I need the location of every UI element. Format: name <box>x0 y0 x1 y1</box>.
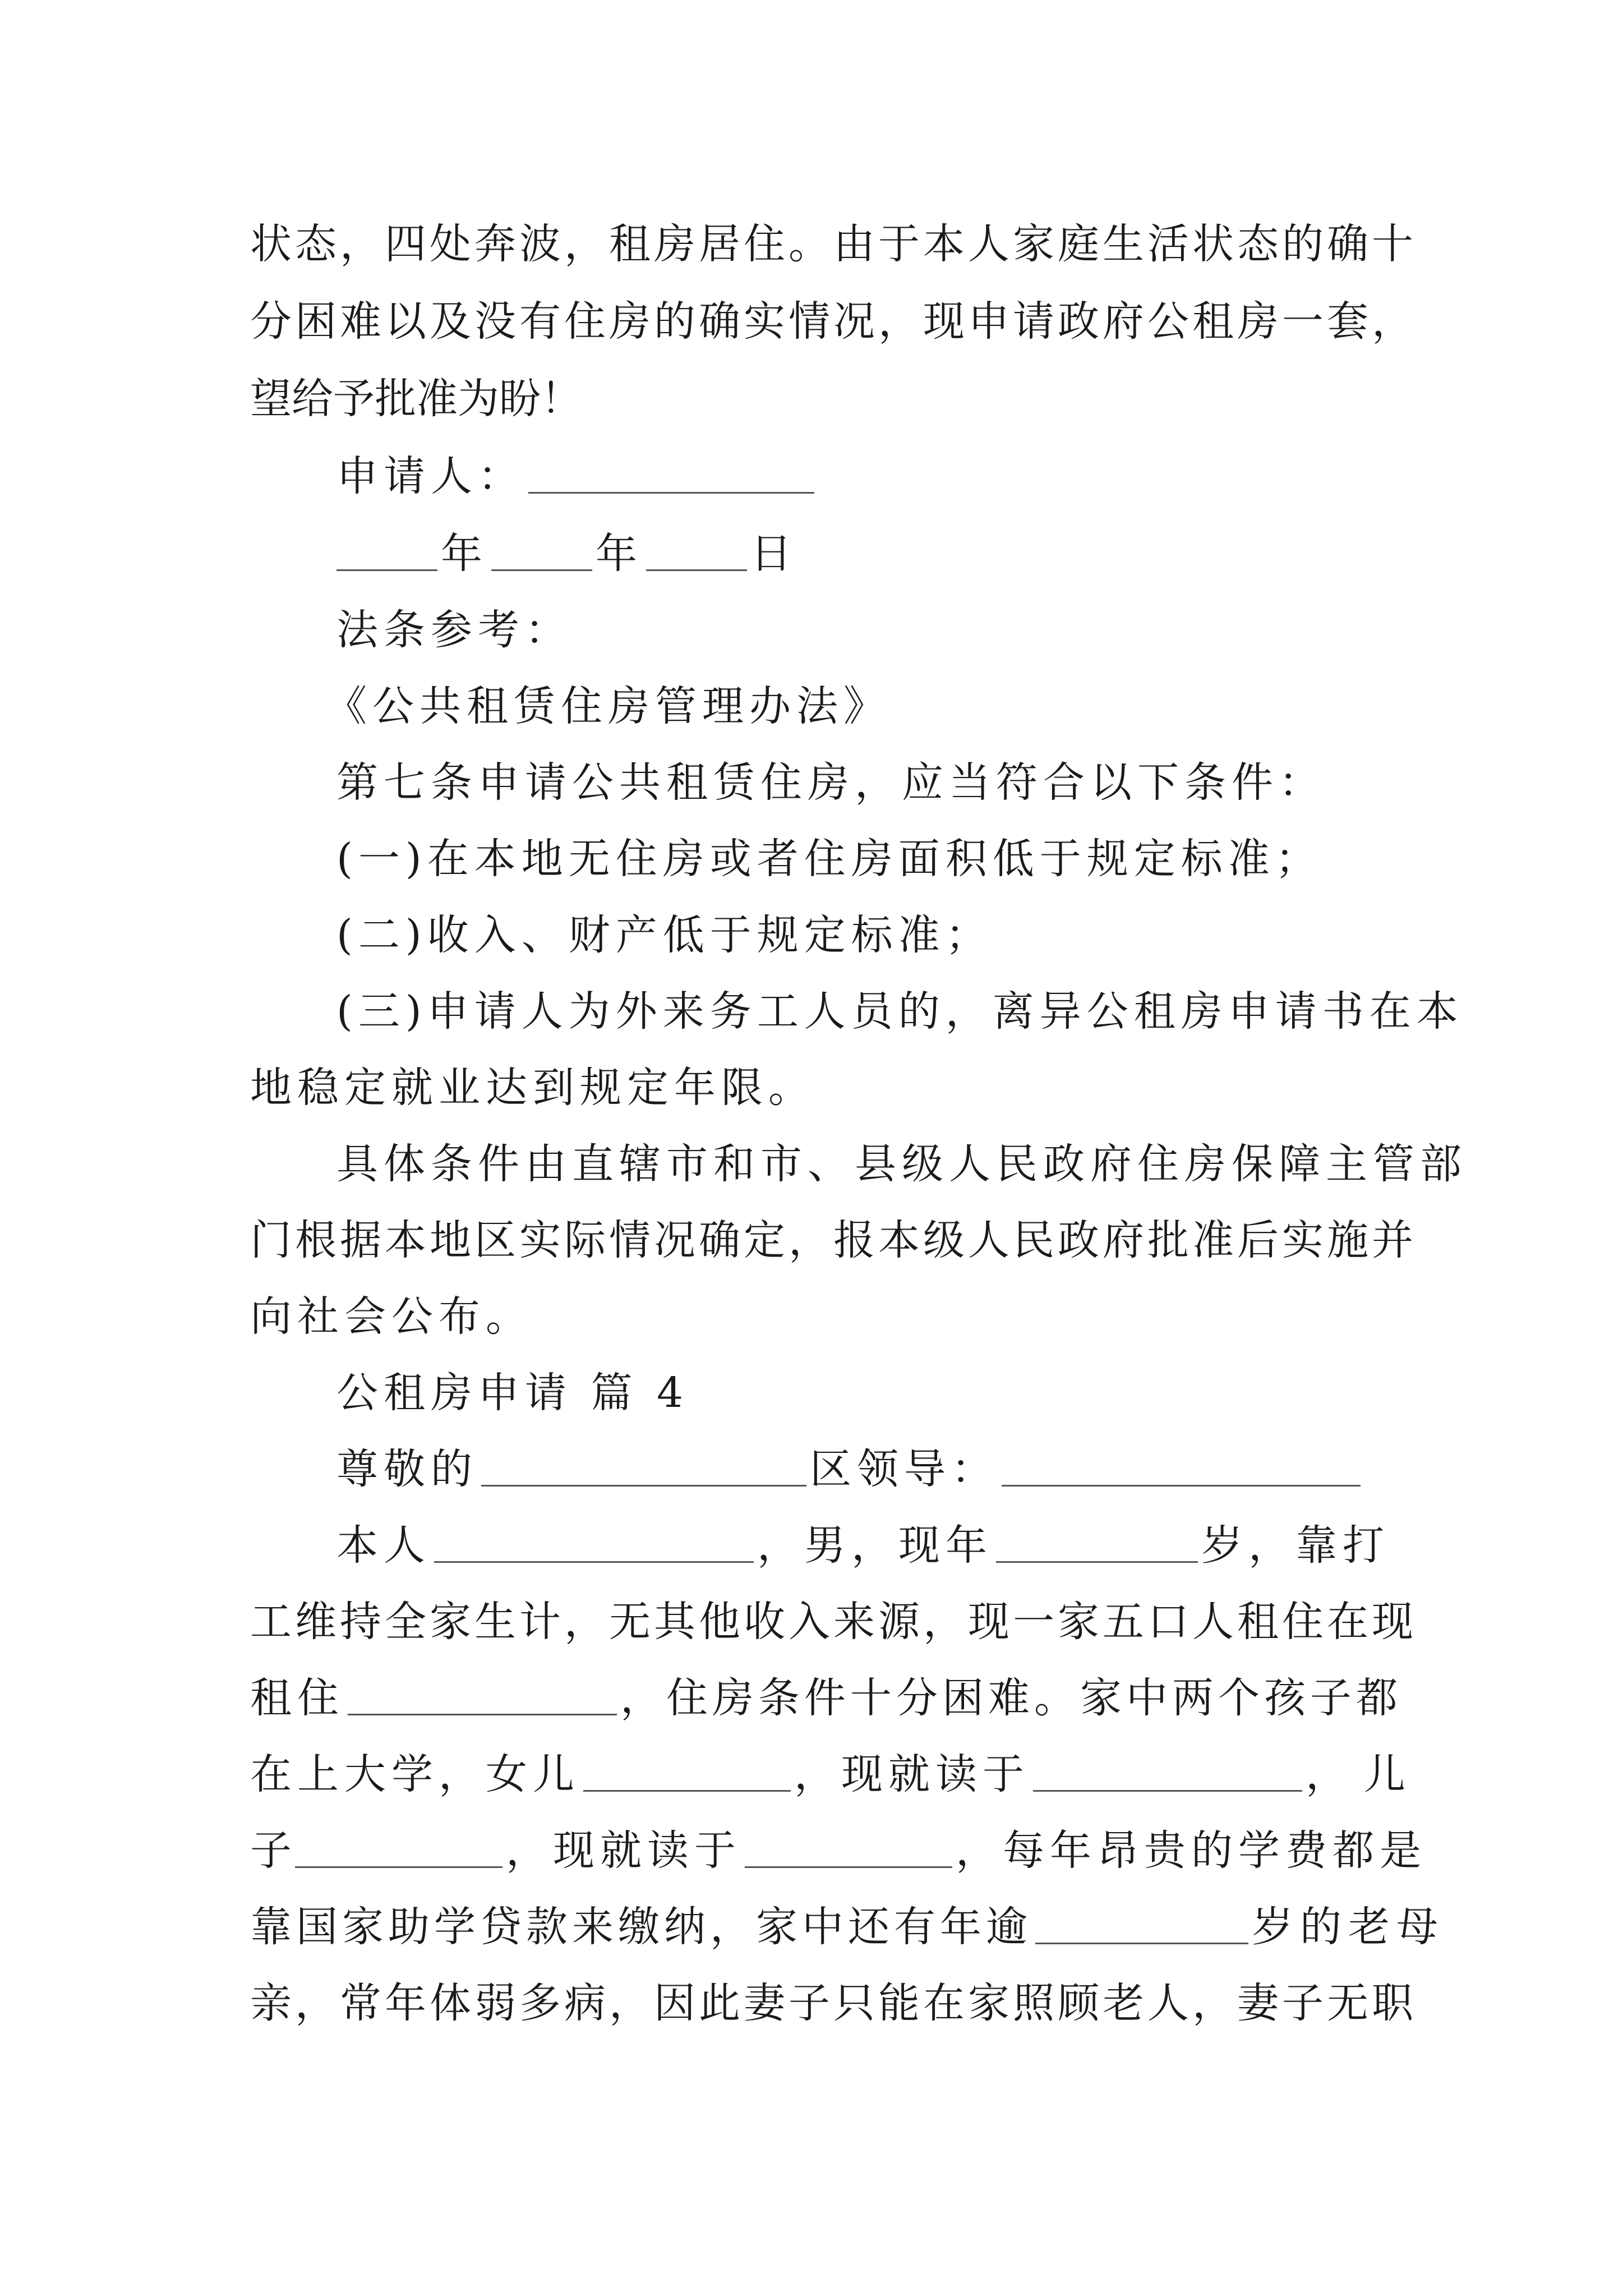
body-line-5 <box>250 1826 1427 1875</box>
p4-text-c: ，儿 <box>1306 1750 1422 1798</box>
district-leader-label: 区领导： <box>810 1445 998 1493</box>
body-line-3 <box>250 1674 1402 1722</box>
condition-3-line-1: (三)申请人为外来务工人员的，离异公租房申请书在本 <box>336 987 1464 1036</box>
day-label: 日 <box>750 530 797 578</box>
salutation-blank-2[interactable] <box>1002 1485 1361 1487</box>
applicant-label: 申请人： <box>336 452 525 500</box>
body-line-6 <box>250 1903 1445 1951</box>
article-seven: 第七条申请公共租赁住房，应当符合以下条件： <box>336 758 1326 807</box>
applicant-name-blank[interactable] <box>528 492 814 494</box>
month-label: 年 <box>596 530 643 578</box>
address-blank[interactable] <box>348 1714 617 1715</box>
daughter-school-blank[interactable] <box>1033 1790 1302 1792</box>
p4-text-b: ，现就读于 <box>794 1750 1030 1798</box>
p3-text-a: 租住 <box>250 1674 344 1722</box>
day-blank[interactable] <box>646 569 747 571</box>
year-blank[interactable] <box>336 569 437 571</box>
mother-age-blank[interactable] <box>1035 1943 1248 1944</box>
p5-text-a: 子 <box>250 1826 292 1875</box>
condition-1: (一)在本地无住房或者住房面积低于规定标准； <box>336 835 1322 883</box>
p1-text-b: ，男，现年 <box>757 1521 993 1570</box>
condition-2: (二)收入、财产低于规定标准； <box>336 911 993 959</box>
age-blank[interactable] <box>996 1561 1198 1563</box>
law-title: 《公共租赁住房管理办法》 <box>325 682 891 730</box>
intro-line-2: 分困难以及没有住房的确实情况，现申请政府公租房一套， <box>250 297 1417 346</box>
p5-text-b: ，现就读于 <box>506 1826 741 1875</box>
body-line-2: 工维持全家生计，无其他收入来源，现一家五口人租住在现 <box>250 1598 1417 1646</box>
detail-line-2: 门根据本地区实际情况确定，报本级人民政府批准后实施并 <box>250 1216 1417 1264</box>
law-reference-label: 法条参考： <box>336 606 572 654</box>
daughter-blank[interactable] <box>583 1790 791 1792</box>
salutation-blank-1[interactable] <box>481 1485 806 1487</box>
body-line-1 <box>336 1521 1390 1570</box>
son-school-blank[interactable] <box>745 1866 952 1868</box>
intro-line-1: 状态，四处奔波，租房居住。由于本人家庭生活状态的确十 <box>250 220 1417 268</box>
year-label: 年 <box>441 530 488 578</box>
month-blank[interactable] <box>491 569 592 571</box>
condition-3-line-2: 地稳定就业达到规定年限。 <box>250 1064 815 1112</box>
p6-text-b: 岁的老母 <box>1252 1903 1445 1951</box>
intro-line-3: 望给予批准为盼！ <box>250 375 582 423</box>
salutation <box>336 1445 1364 1493</box>
detail-line-1: 具体条件由直辖市和市、县级人民政府住房保障主管部 <box>336 1140 1467 1188</box>
applicant-signature <box>336 452 818 500</box>
p6-text-a: 靠国家助学贷款来缴纳，家中还有年逾 <box>250 1903 1032 1951</box>
p1-text-a: 本人 <box>336 1521 431 1570</box>
name-blank[interactable] <box>434 1561 754 1563</box>
salutation-prefix: 尊敬的 <box>336 1445 478 1493</box>
p1-text-c: 岁，靠打 <box>1201 1521 1390 1570</box>
date-line <box>336 530 797 578</box>
son-blank[interactable] <box>295 1866 502 1868</box>
detail-line-3: 向社会公布。 <box>250 1292 533 1341</box>
p5-text-c: ，每年昂贵的学费都是 <box>956 1826 1427 1875</box>
body-line-4 <box>250 1750 1422 1798</box>
section-heading: 公租房申请 篇 4 <box>336 1369 689 1417</box>
p3-text-b: ，住房条件十分困难。家中两个孩子都 <box>620 1674 1402 1722</box>
p4-text-a: 在上大学，女儿 <box>250 1750 580 1798</box>
body-line-7: 亲，常年体弱多病，因此妻子只能在家照顾老人，妻子无职 <box>250 1979 1417 2027</box>
